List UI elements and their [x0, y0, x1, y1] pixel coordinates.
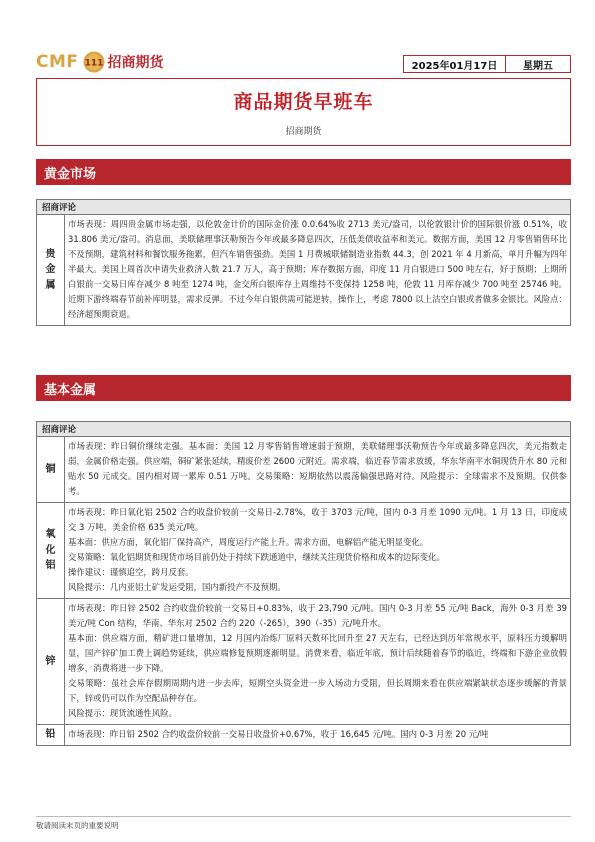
row-label-char: 贵: [45, 248, 56, 260]
row-label-char: 锌: [45, 655, 56, 667]
row-label-zinc: [37, 599, 65, 724]
logo-company-name: 招商期货: [107, 55, 164, 71]
logo-emblem-icon: [83, 51, 105, 73]
table-row: [37, 215, 570, 325]
row-label-char: 化: [45, 544, 56, 556]
row-label-char: 属: [45, 279, 56, 291]
row-label-copper: [37, 437, 65, 502]
block-head: 招商评论: [37, 200, 570, 215]
paragraph: 市场表现：周四贵金属市场走强，以伦敦金计价的国际金价涨 0.0.64%收 2713 美元/盎司，以伦敦银计价的国际银价涨 0.51%，收 31.806 美元/盎司。消息面，美联储理事沃勒预告今年或最多降息四次，压低美债收益率和美元。数据方面，美国 12 月零售销售环比不及预期，建筑材料和餐饮服务拖累，但汽车销售强劲。美国 1 月费城联储制造业指数 44.3，创 2021 年 4 月新高，单月升幅为四年半最大。美国上周首次申请失业救济人数 21.7 万人，高于预期；库存数据方面，印度 11 月白银进口 500 吨左右，好于预期；上期所白银前一交易日库存减少 8 吨至 1274 吨，金交所白银库存上周维持不变保持 1258 吨，伦敦 11 月库存减少 700 吨至 25746 吨。近期下游终端春节前补库明显，需求反弹。不过今年白银供需可能逆转，操作上，考虑 7800 以上沽空白银或者做多金银比。风险点：经济超预期衰退。: [68, 219, 567, 319]
paragraph: 基本面：供应端方面，精矿进口量增加，12 月国内冶炼厂原料天数环比回升至 27 天左右，已经达到历年常规水平，原料压力缓解明显，国产锌矿加工费上调趋势延续，供应端修复预期逐渐明显。消费来看，临近年底，预计后续随着春节的临近，终端和下游企业放假增多，消费将进一步下降。: [68, 633, 567, 673]
paragraph: 市场表现：昨日氧化铝 2502 合约收盘价较前一交易日-2.78%，收于 3703 元/吨，国内 0-3 月差 1090 元/吨。1 月 13 日，印度成交 3 万吨，美金价格 635 美元/吨。: [68, 507, 567, 532]
report-date: 2025年01月17日: [403, 55, 506, 73]
paragraph: 市场表现：昨日铜价继续走强。基本面：美国 12 月零售销售增速弱于预期，美联储理事沃勒预告今年或最多降息四次，美元指数走弱，金属价格走强。供应端，铜矿紧张延续，精废价差 2600 元附近。需求端，临近春节需求放缓，华东华南平水铜现货升水 80 元和贴水 50 元成交。国内相对周一累库 0.51 万吨。交易策略：短期依然以震荡偏强思路对待。风险提示：全球需求不及预期。仅供参考。: [68, 441, 567, 496]
paragraph: 风险提示：现货流通性风险。: [68, 708, 177, 718]
row-label-char: 铅: [45, 729, 56, 741]
section-header-base-metals: 基本金属: [36, 375, 571, 401]
row-text: [65, 599, 570, 724]
table-row: [37, 599, 570, 725]
section-header-gold: 黄金市场: [36, 159, 571, 185]
page-title: 商品期货早班车: [233, 91, 374, 113]
row-label-char: 金: [45, 264, 56, 276]
base-comment-block: [36, 421, 571, 746]
page-subtitle: 招商期货: [285, 127, 322, 137]
logo-cmf-text: CMF: [36, 52, 79, 72]
row-label-char: 氧: [45, 529, 56, 541]
paragraph: 市场表现：昨日锌 2502 合约收盘价较前一交易日+0.83%，收于 23,790 元/吨。国内 0-3 月差 55 元/吨 Back，海外 0-3 月差 39 美元/吨 Con 结构，华南、华东对 2502 合约 220（-265），390（-35）元/吨升水。: [68, 603, 567, 628]
row-text: [65, 215, 570, 325]
row-label-char: 铜: [45, 463, 56, 475]
table-row: [37, 437, 570, 503]
footer-note: 敬请阅读末页的重要说明: [36, 821, 119, 830]
logo-emblem-text: 111: [84, 58, 103, 69]
row-label-char: 铝: [45, 560, 56, 572]
paragraph: 操作建议：谨慎追空，跨月反套。: [68, 567, 194, 577]
row-text: [65, 437, 570, 502]
paragraph: 交易策略：氧化铝期货和现货市场目前仍处于持续下跌通道中，继续关注现货价格和成本的边际变化。: [68, 552, 445, 562]
row-label-alumina: [37, 503, 65, 598]
paragraph: 市场表现：昨日铅 2502 合约收盘价较前一交易日收盘价+0.67%，收于 16,645 元/吨。国内 0-3 月差 20 元/吨: [68, 729, 489, 739]
row-text: [65, 503, 570, 598]
date-bar: [403, 55, 571, 73]
gold-comment-block: [36, 199, 571, 326]
row-text: [65, 725, 570, 745]
table-row: [37, 725, 570, 745]
paragraph: 风险提示：几内亚铝土矿发运受阻，国内新投产不及预期。: [68, 582, 286, 592]
paragraph: 基本面：供应方面，氧化铝厂保持高产，周度运行产能上升。需求方面，电解铝产能无明显变化。: [68, 537, 429, 547]
paragraph: 交易策略：虽社会库存假期周期内进一步去库，短期空头资金进一步入场动力受阻，但长周期来看在供应端紧缺状态逐步缓解的背景下，锌或仍可以作为空配品种存在。: [68, 678, 567, 703]
table-row: [37, 503, 570, 599]
title-box: [36, 78, 571, 146]
block-head: 招商评论: [37, 422, 570, 437]
row-label-lead: [37, 725, 65, 745]
footer-divider: [36, 816, 571, 817]
report-weekday: 星期五: [506, 55, 571, 73]
row-label-precious-metals: [37, 215, 65, 325]
brand-logo: [36, 50, 164, 74]
